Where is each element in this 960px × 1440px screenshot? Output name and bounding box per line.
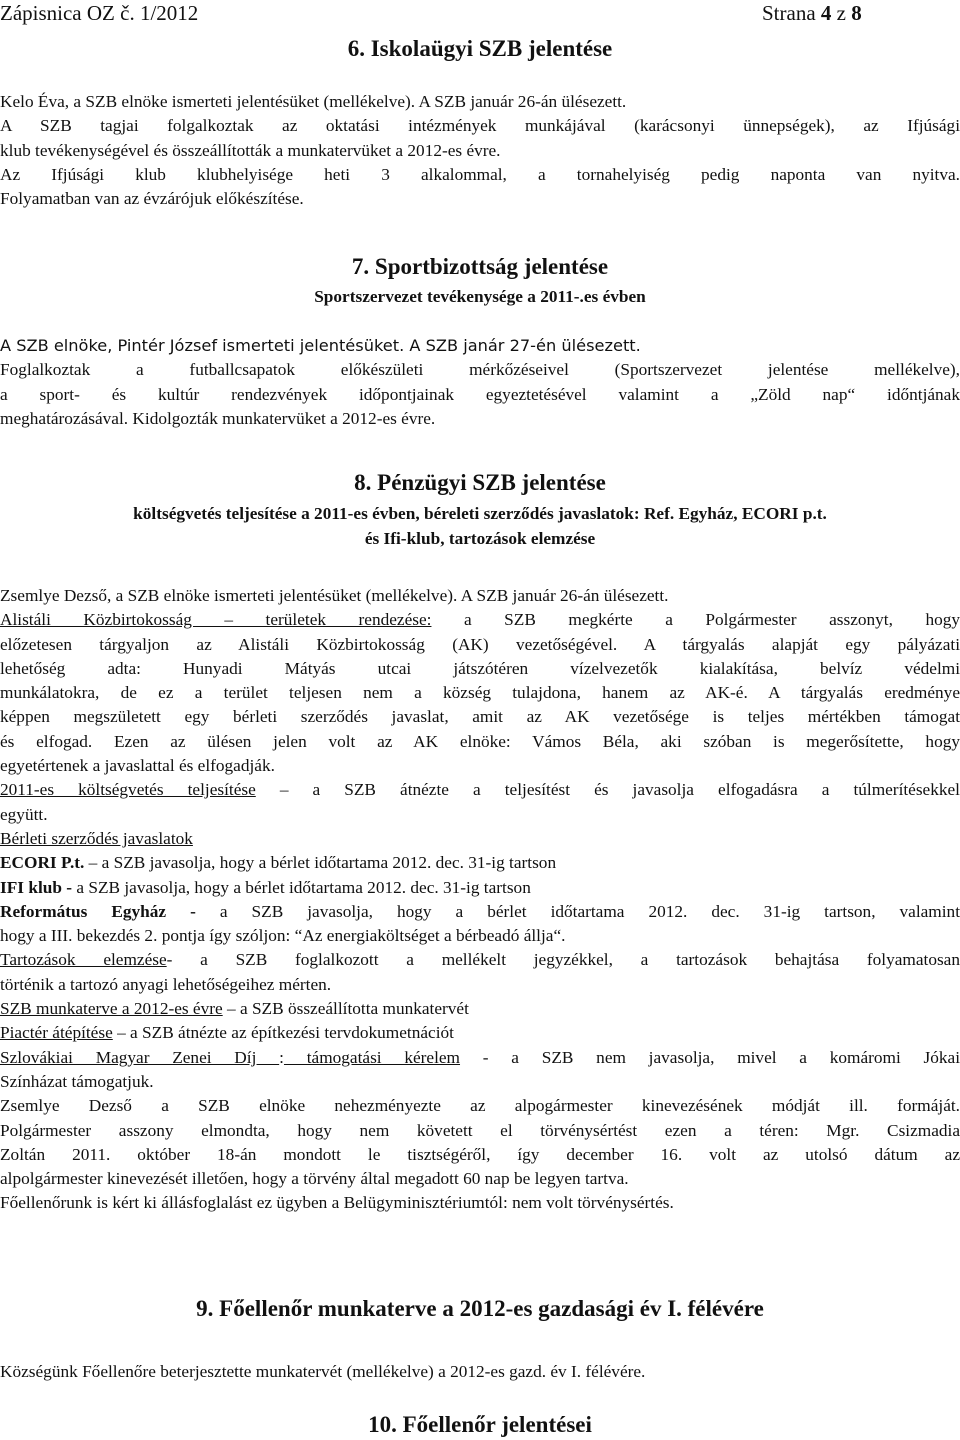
text-line: A SZB elnöke, Pintér József ismerteti jelentésüket. A SZB janár 27-én ülésezett. [0, 336, 641, 355]
text-line: és elfogad. Ezen az ülésen jelen volt az AK elnöke: Vámos Béla, aki szóban is megerősítette, hogy [0, 731, 960, 751]
page-label: Strana [762, 1, 821, 25]
text-line: történik a tartozó anyagi lehetőségeihez mérten. [0, 974, 332, 994]
text-line: A SZB tagjai folgalkoztak az oktatási intézmények munkájával (karácsonyi ünnepségek), az Ifjúsági [0, 116, 960, 136]
plan-text: – a SZB összeállította munkatervét [222, 999, 469, 1019]
section-7-subtitle: Sportszervezet tevékenysége a 2011-.es évben [314, 287, 646, 306]
alistali-label: Alistáli Közbirtokosság – területek rendezése: [0, 610, 432, 630]
text-line: Zsemlye Dezső, a SZB elnöke ismerteti jelentésüket (mellékelve). A SZB január 26-án ülésezett. [0, 586, 669, 605]
section-7-body [0, 334, 960, 431]
text-line: Főellenőrunk is kért ki állásfoglalást ez ügyben a Belügyminisztériumtól: nem volt törvénysértés. [0, 1193, 674, 1213]
ifi-text: a SZB javasolja, hogy a bérlet időtartama 2012. dec. 31-ig tartson [72, 877, 531, 897]
text-line: képpen megszületett egy bérleti szerződés javaslat, amit az AK vezetősége is teljes mértékben támogat [0, 707, 960, 727]
text-line: munkálatokra, de ez a terület teljesen nem a község tulajdona, hanem az AK-é. A tárgyalás eredménye [0, 683, 960, 703]
current-page: 4 [820, 1, 832, 25]
ecori-text: – a SZB javasolja, hogy a bérlet időtartama 2012. dec. 31-ig tartson [84, 853, 557, 873]
market-label: Piactér átépítése [0, 1023, 113, 1043]
ref-label: Református Egyház - [0, 901, 196, 921]
text-line: meghatározásával. Kidolgozták munkatervüket a 2012-es évre. [0, 408, 436, 428]
text-line: Kelo Éva, a SZB elnöke ismerteti jelentésüket (mellékelve). A SZB január 26-án ülésezett. [0, 92, 627, 111]
text-line [0, 1021, 960, 1045]
total-pages: 8 [851, 1, 862, 25]
text-line: előzetesen tárgyaljon az Alistáli Közbirtokosság (AK) vezetőségével. A tárgyalás alapját egy pályázati [0, 634, 960, 654]
section-9-body [0, 1360, 960, 1384]
text-line [0, 851, 960, 875]
text-line: Zoltán 2011. október 18-án mondott le tisztségéről, így december 16. volt az utolsó dátum az [0, 1144, 960, 1164]
section-7-title: 7. Sportbizottság jelentése [351, 254, 609, 279]
text-line: egyetértenek a javaslattal és elfogadják. [0, 756, 275, 776]
text-line: a sport- és kultúr rendezvények időpontjainak egyeztetésével valamint a „Zöld nap“ időntjának [0, 384, 960, 404]
rental-heading: Bérleti szerződés javaslatok [0, 828, 193, 848]
text-line [0, 778, 960, 802]
prize-label: Szlovákiai Magyar Zenei Díj [0, 1047, 280, 1067]
text-line [0, 997, 960, 1021]
text-line: klub tevékenységével és összeállították a munkatervüket a 2012-es évre. [0, 140, 501, 160]
plan-label: SZB munkaterve a 2012-es évre [0, 999, 223, 1019]
text-line [0, 827, 960, 851]
budget-label: 2011-es költségvetés teljesítése [0, 780, 256, 800]
debts-text: - a SZB foglalkozott a mellékelt jegyzékkel, a tartozások behajtása folyamatosan [166, 950, 960, 970]
text-line: hogy a III. bekezdés 2. pontja így szóljon: “Az energiaköltséget a bérbeadó állja“. [0, 926, 566, 946]
text-line: lehetőség adta: Hunyadi Mátyás utcai játszótéren vízelvezetők kialakítása, belvíz védelmi [0, 658, 960, 678]
text-line: Községünk Főellenőre beterjesztette munkatervét (mellékelve) a 2012-es gazd. év I. félévére. [0, 1362, 646, 1381]
text-line [0, 876, 960, 900]
text-line [0, 948, 960, 972]
prize-text: - a SZB nem javasolja, mivel a komáromi Jókai [460, 1047, 960, 1067]
ref-text: a SZB javasolja, hogy a bérlet időtartama 2012. dec. 31-ig tartson, valamint [195, 901, 960, 921]
text-line: Zsemlye Dezső a SZB elnöke nehezményezte az alpogármester kinevezésének módját ill. formáját. [0, 1096, 960, 1116]
text-line: alpolgármester kinevezését illetően, hogy a törvény által megadott 60 nap be legyen tartva. [0, 1169, 629, 1189]
prize-colon: : [279, 1047, 284, 1067]
section-8-subtitle-2: és Ifi-klub, tartozások elemzése [364, 529, 596, 548]
budget-text: – a SZB átnézte a teljesítést és javasolja elfogadásra a túlmerítésekkel [255, 780, 960, 800]
ifi-label: IFI klub - [0, 877, 73, 897]
text-line: Színházat támogatjuk. [0, 1071, 154, 1091]
prize-label-2: támogatási kérelem [283, 1047, 461, 1067]
text-line: Polgármester asszony elmondta, hogy nem követett el törvénysértést ezen a téren: Mgr. Csizmadia [0, 1120, 960, 1140]
page-separator: z [831, 1, 852, 25]
section-6-title: 6. Iskolaügyi SZB jelentése [347, 36, 613, 61]
text-line: Folyamatban van az évzárójuk előkészítése. [0, 189, 304, 209]
text-line: Foglalkoztak a futballcsapatok előkészületi mérkőzéseivel (Sportszervezet jelentése mellékelve), [0, 360, 960, 380]
section-8-subtitle-1: költségvetés teljesítése a 2011-es évben, béreleti szerződés javaslatok: Ref. Egyház, ECORI p.t. [133, 504, 827, 523]
page-header [0, 0, 960, 30]
section-9-title: 9. Főellenőr munkaterve a 2012-es gazdasági év I. félévére [196, 1296, 764, 1321]
text-line [0, 608, 960, 632]
section-6-body [0, 90, 960, 211]
ecori-label: ECORI P.t. [0, 853, 85, 873]
text-line: Az Ifjúsági klub klubhelyisége heti 3 alkalommal, a tornahelyiség pedig naponta van nyitva. [0, 164, 960, 184]
section-8-body [0, 584, 960, 1216]
page-number [762, 0, 862, 26]
text-line [0, 900, 960, 924]
section-8-title: 8. Pénzügyi SZB jelentése [354, 470, 606, 495]
text-line [0, 1046, 960, 1070]
text-line: együtt. [0, 804, 48, 824]
alistali-text: a SZB megkérte a Polgármester asszonyt, hogy [431, 610, 960, 630]
market-text: – a SZB átnézte az építkezési tervdokumetnációt [112, 1023, 454, 1043]
debts-label: Tartozások elemzése [0, 950, 167, 970]
section-10-title: 10. Főellenőr jelentései [368, 1412, 592, 1437]
document-title: Zápisnica OZ č. 1/2012 [0, 1, 199, 25]
